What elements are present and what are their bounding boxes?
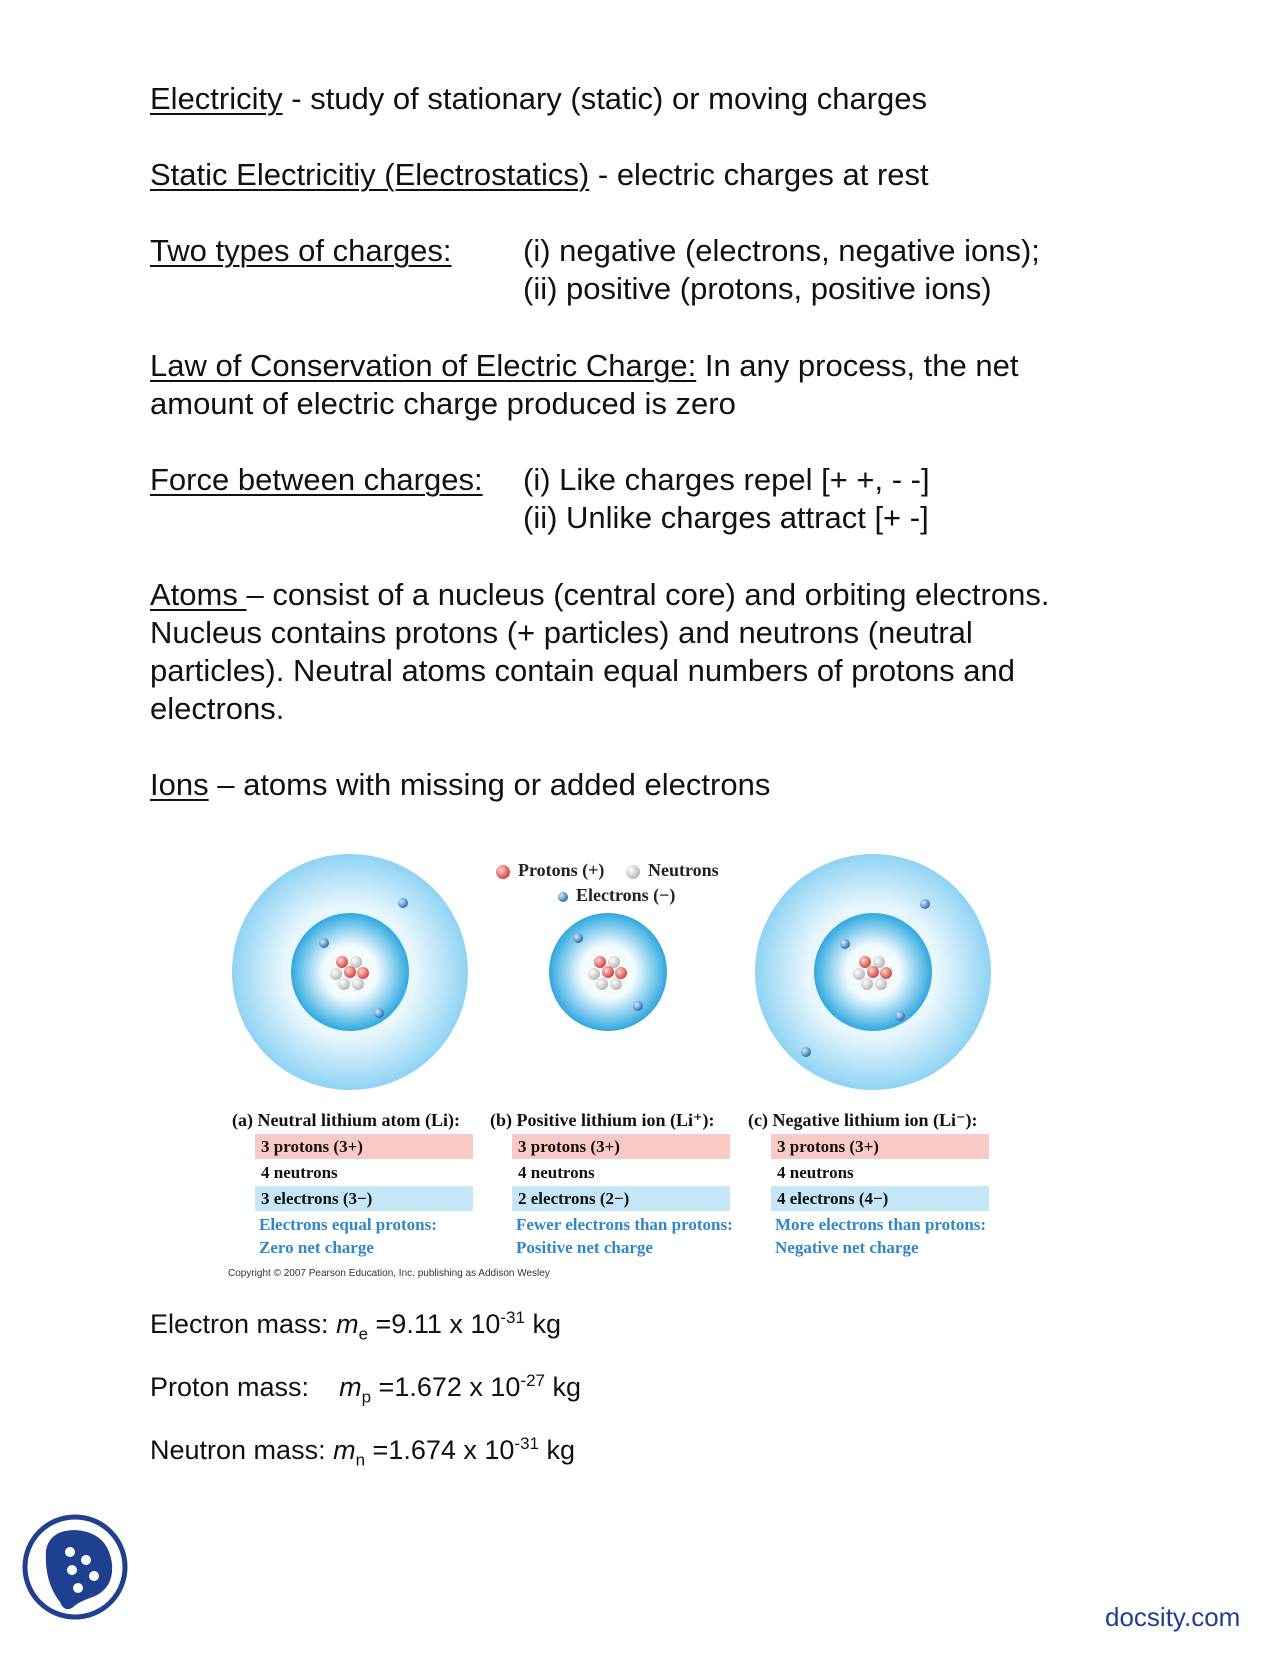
types-negative: (i) negative (electrons, negative ions); bbox=[523, 233, 1040, 268]
static-def: - electric charges at rest bbox=[589, 157, 929, 192]
atoms-term: Atoms bbox=[150, 577, 247, 612]
atoms-def-3: particles). Neutral atoms contain equal numbers of protons and bbox=[150, 653, 1016, 688]
ions-definition bbox=[150, 766, 770, 804]
atom-negative-ion bbox=[755, 854, 991, 1090]
proton-mass: Proton mass: $m_p =1.672$ x $10^{-27}$ kg bbox=[150, 1371, 582, 1407]
force-unlike: (ii) Unlike charges attract [+ -] bbox=[523, 500, 929, 535]
figure-copyright: Copyright © 2007 Pearson Education, Inc. publishing as Addison Wesley bbox=[228, 1268, 550, 1279]
legend-protons: Protons (+) bbox=[518, 860, 605, 880]
law-def-2: amount of electric charge produced is zero bbox=[150, 386, 736, 421]
law-term: Law of Conservation of Electric Charge: bbox=[150, 348, 697, 383]
force-term: Force between charges: bbox=[150, 462, 483, 497]
ions-term: Ions bbox=[150, 767, 209, 802]
electron bbox=[633, 1001, 643, 1011]
panel-a-neutrons: 4 neutrons bbox=[261, 1163, 338, 1182]
electron-mass: Electron mass: $m_e =9.11$ x $10^{-31}$ kg bbox=[150, 1308, 561, 1344]
law-def-1: In any process, the net bbox=[696, 348, 1019, 383]
panel-c-caption: (c) Negative lithium ion (Li⁻): bbox=[748, 1110, 978, 1130]
force-like: (i) Like charges repel [+ +, - -] bbox=[523, 462, 930, 497]
ions-def: – atoms with missing or added electrons bbox=[208, 767, 771, 802]
electron bbox=[319, 938, 329, 948]
legend-electrons: Electrons (−) bbox=[576, 885, 676, 905]
panel-a-note-2: Zero net charge bbox=[259, 1238, 374, 1257]
panel-b-protons: 3 protons (3+) bbox=[512, 1134, 730, 1159]
static-term: Static Electricitiy (Electrostatics) bbox=[150, 157, 590, 192]
panel-b-note-2: Positive net charge bbox=[516, 1238, 653, 1257]
docsity-logo-icon[interactable] bbox=[20, 1512, 130, 1622]
electron bbox=[840, 939, 850, 949]
electricity-term: Electricity bbox=[150, 81, 283, 116]
neutron-legend-dot bbox=[626, 865, 640, 879]
electron bbox=[895, 1011, 905, 1021]
atoms-definition bbox=[150, 576, 1049, 614]
legend-neutrons: Neutrons bbox=[648, 860, 719, 880]
panel-a-caption: (a) Neutral lithium atom (Li): bbox=[232, 1110, 460, 1130]
lithium-atom-figure bbox=[0, 840, 1280, 1290]
types-positive: (ii) positive (protons, positive ions) bbox=[523, 271, 992, 306]
panel-a-protons: 3 protons (3+) bbox=[255, 1134, 473, 1159]
panel-c-protons: 3 protons (3+) bbox=[771, 1134, 989, 1159]
docsity-brand-link[interactable]: docsity.com bbox=[1105, 1602, 1241, 1632]
law-definition bbox=[150, 347, 1018, 385]
electron-legend-dot bbox=[558, 892, 568, 902]
electron bbox=[573, 933, 583, 943]
panel-a-electrons: 3 electrons (3−) bbox=[255, 1186, 473, 1211]
panel-c-note-2: Negative net charge bbox=[775, 1238, 919, 1257]
static-definition bbox=[150, 156, 929, 194]
panel-b-electrons: 2 electrons (2−) bbox=[512, 1186, 730, 1211]
proton-legend-dot bbox=[496, 865, 510, 879]
electricity-definition bbox=[150, 80, 927, 118]
panel-b-neutrons: 4 neutrons bbox=[518, 1163, 595, 1182]
panel-a-note-1: Electrons equal protons: bbox=[259, 1215, 437, 1234]
atoms-def-2: Nucleus contains protons (+ particles) and neutrons (neutral bbox=[150, 615, 973, 650]
atoms-def-4: electrons. bbox=[150, 691, 285, 726]
panel-b-caption: (b) Positive lithium ion (Li⁺): bbox=[490, 1110, 715, 1130]
panel-c-electrons: 4 electrons (4−) bbox=[771, 1186, 989, 1211]
types-term: Two types of charges: bbox=[150, 233, 452, 268]
neutron-mass: Neutron mass: $m_n =1.674$ x $10^{-31}$ kg bbox=[150, 1434, 576, 1470]
atoms-def-1: – consist of a nucleus (central core) and orbiting electrons. bbox=[246, 577, 1050, 612]
electron bbox=[920, 899, 930, 909]
electricity-def: - study of stationary (static) or moving charges bbox=[282, 81, 927, 116]
panel-c-neutrons: 4 neutrons bbox=[777, 1163, 854, 1182]
atom-neutral bbox=[232, 854, 468, 1090]
electron bbox=[374, 1008, 384, 1018]
panel-b-note-1: Fewer electrons than protons: bbox=[516, 1215, 733, 1234]
atom-positive-ion bbox=[549, 913, 667, 1031]
electron bbox=[398, 898, 408, 908]
panel-c-note-1: More electrons than protons: bbox=[775, 1215, 987, 1234]
electron bbox=[801, 1047, 811, 1057]
